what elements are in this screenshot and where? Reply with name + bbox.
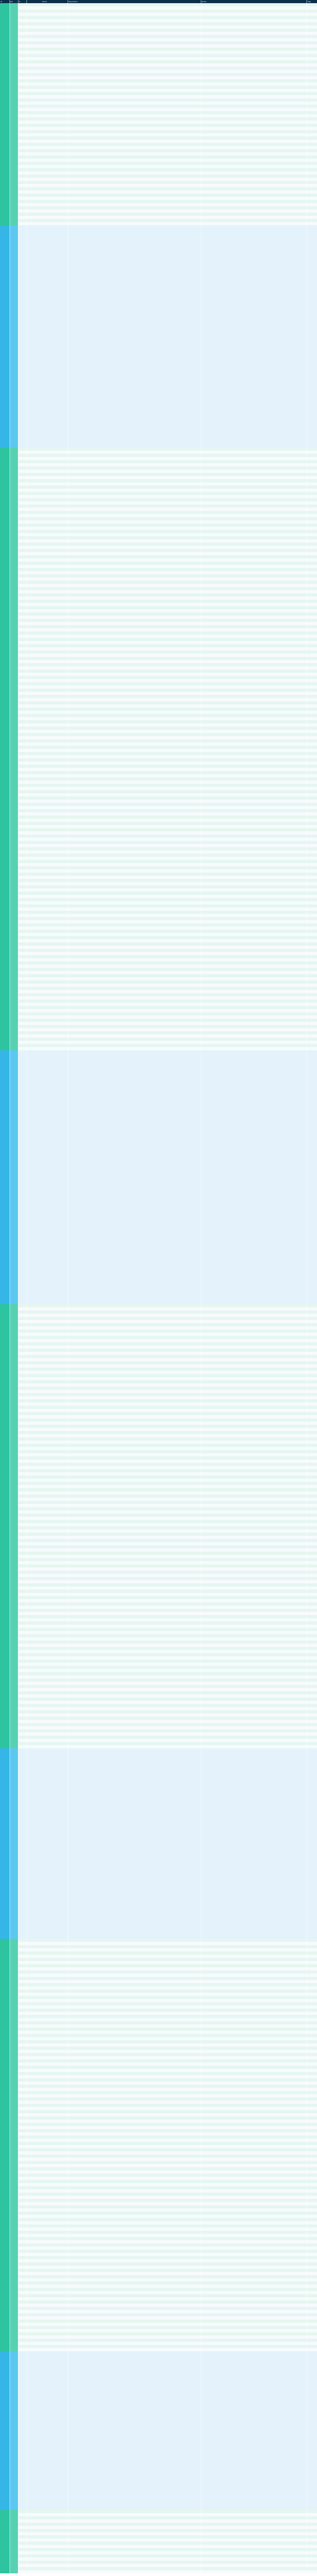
col-header-cat[interactable]: Cat: [10, 1, 13, 3]
col-header-id[interactable]: ID: [1, 1, 3, 3]
col-header-name[interactable]: Name: [42, 1, 47, 3]
col-header-notes[interactable]: Notes: [202, 1, 207, 3]
col-header-flag[interactable]: Flag: [307, 1, 311, 3]
col-header-n[interactable]: N: [19, 1, 21, 3]
col-header-description[interactable]: Description: [69, 1, 78, 3]
